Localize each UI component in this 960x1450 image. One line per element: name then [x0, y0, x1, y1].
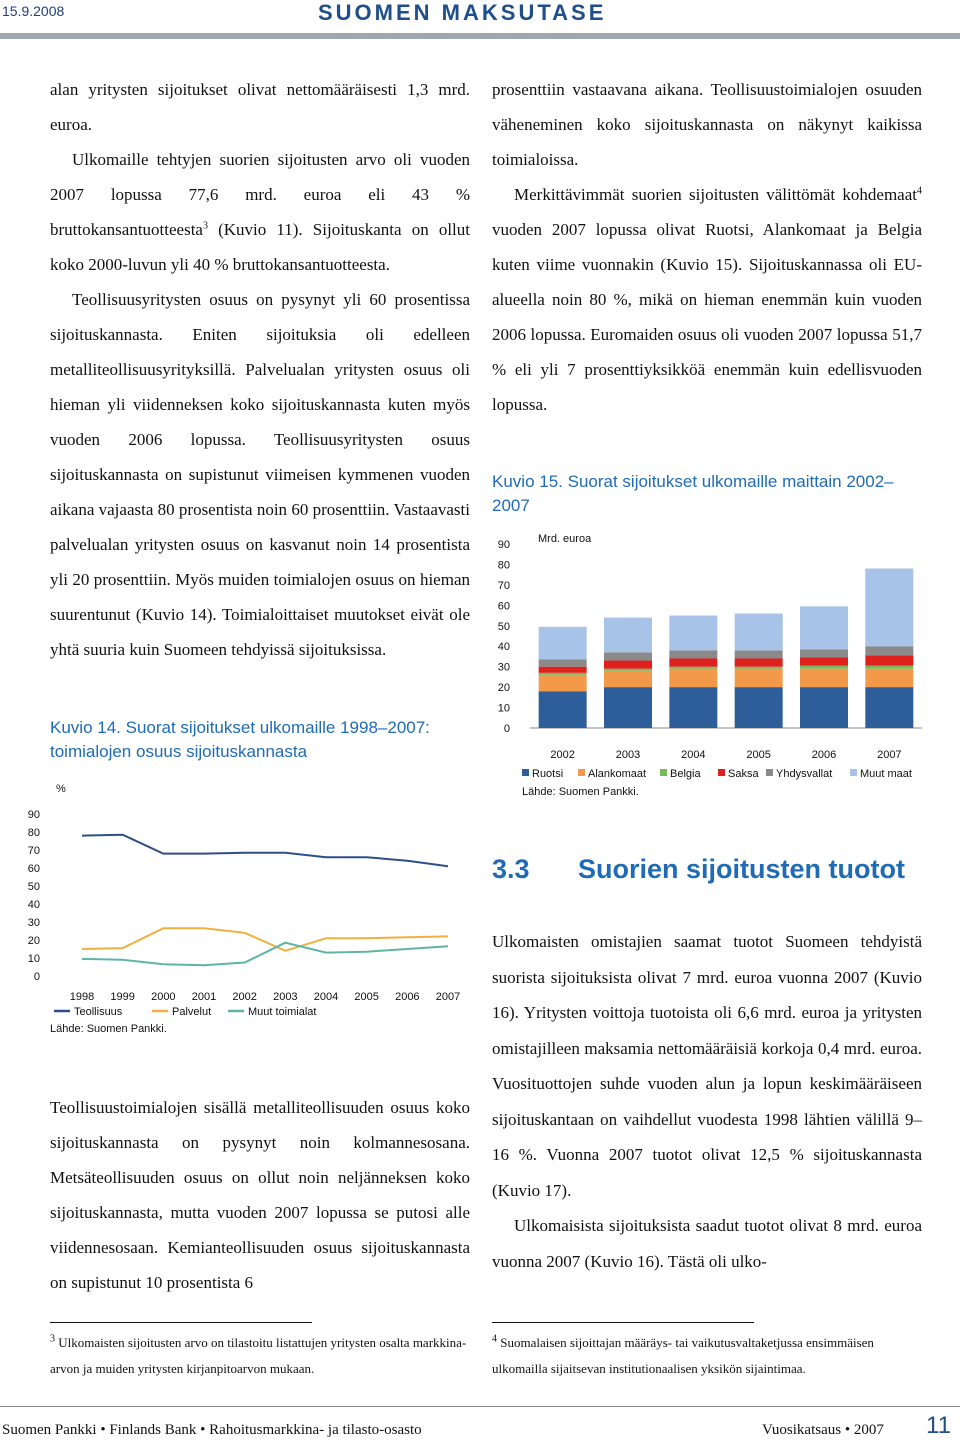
series-line-0	[82, 835, 448, 867]
bar-segment-2	[604, 669, 652, 671]
figure-14-chart	[20, 776, 470, 1076]
legend-swatch	[850, 769, 857, 776]
bar-segment-0	[604, 687, 652, 728]
x-tick-label: 2001	[191, 991, 217, 1003]
left-paragraph-4: Teollisuustoimialojen sisällä metalliteollisuuden osuus koko sijoituskannasta on pysynyt noin kolmannesosana. Metsäteollisuuden osuus on ollut noin neljänneksen koko sijoituskannasta, mutta vuoden 2007 lopussa se putosi alle viidennesosaan. Kemianteollisuuden osuus sijoituskannasta on supistunut 10 prosentista 6	[50, 1098, 470, 1292]
x-tick-label: 2007	[877, 749, 902, 761]
legend-swatch	[578, 769, 585, 776]
header-title: SUOMEN MAKSUTASE	[318, 0, 607, 25]
bar-segment-2	[735, 667, 783, 669]
bar-segment-3	[735, 658, 783, 666]
legend-label: Yhdysvallat	[776, 768, 833, 780]
left-paragraph-3: Teollisuusyritysten osuus on pysynyt yli 60 prosentissa sijoituskannasta. Eniten sijoituksia oli edelleen metalliteollisuusyrityksillä. Palvelualan yritysten osuus oli hieman yli viidenneksen koko sijoituskannasta kuten myös vuoden 2006 lopussa. Teollisuusyritysten osuus sijoituskannasta on supistunut viimeisen kymmenen vuoden aikana vajaasta 80 prosentista noin 60 prosenttiin. Vastaavasti palvelualan yritysten osuus on kasvanut noin 14 prosentista yli 20 prosenttiin. Myös muiden toimialojen osuus on hieman suurentunut (Kuvio 14). Toimialoittaiset muutokset eivät ole yhtä suuria kuin Suomeen tehdyissä sijoituksissa.	[50, 290, 470, 659]
chart-source: Lähde: Suomen Pankki.	[50, 1023, 167, 1035]
footnote-number-4: 4	[492, 1333, 497, 1345]
x-tick-label: 2004	[313, 991, 339, 1003]
figure-14-caption: Kuvio 14. Suorat sijoitukset ulkomaille 1998–2007: toimialojen osuus sijoituskannasta	[50, 718, 430, 761]
bar-segment-3	[865, 655, 913, 665]
bar-segment-1	[800, 669, 848, 687]
bar-segment-0	[865, 687, 913, 728]
left-paragraph-1: alan yritysten sijoitukset olivat nettomääräisesti 1,3 mrd. euroa.	[50, 80, 470, 134]
x-tick-label: 2007	[435, 991, 461, 1003]
bar-segment-4	[669, 650, 717, 658]
x-tick-label: 2005	[746, 749, 771, 761]
bar-segment-1	[865, 669, 913, 687]
bar-segment-5	[735, 614, 783, 651]
footnote-ref-4: 4	[917, 185, 922, 197]
y-tick-label: 90	[27, 809, 40, 821]
bar-segment-1	[735, 669, 783, 687]
y-tick-label: 30	[497, 661, 510, 674]
legend-label: Belgia	[670, 768, 701, 780]
footnote-3	[50, 1330, 480, 1382]
header-date: 15.9.2008	[2, 3, 65, 19]
bar-segment-4	[539, 660, 587, 667]
bar-segment-1	[669, 669, 717, 687]
legend-label: Palvelut	[172, 1006, 212, 1018]
y-tick-label: 80	[497, 559, 510, 572]
bar-segment-4	[800, 649, 848, 657]
legend-swatch	[766, 769, 773, 776]
right-paragraph-2-text-b: vuoden 2007 lopussa olivat Ruotsi, Alankomaat ja Belgia kuten viime vuonnakin (Kuvio 15). Sijoituskannassa oli EU-alueella noin 80 %, mikä on hieman enemmän kuin vuoden 2006 lopussa. Euromaiden osuus oli vuoden 2007 lopussa 51,7 % eli yli 7 prosenttiyksikköä enemmän kuin edellisvuoden lopussa.	[492, 220, 922, 414]
x-tick-label: 1999	[110, 991, 135, 1003]
legend-label: Saksa	[728, 768, 759, 780]
legend-swatch	[522, 769, 529, 776]
bar-segment-0	[800, 687, 848, 728]
section-number: 3.3	[492, 854, 530, 884]
left-paragraph-2-text-b: (Kuvio 11). Sijoituskanta on ollut koko 2000-luvun yli 40 % bruttokansantuotteesta.	[50, 220, 470, 274]
y-tick-label: 20	[497, 682, 510, 695]
y-tick-label: 60	[497, 600, 510, 613]
bar-segment-5	[800, 606, 848, 649]
bar-segment-3	[604, 661, 652, 669]
footnote-text-3: Ulkomaisten sijoitusten arvo on tilastoitu listattujen yritysten osalta markkina-arvon ja muiden yritysten kirjanpitoarvon mukaan.	[50, 1335, 467, 1376]
legend-swatch	[660, 769, 667, 776]
bar-segment-5	[604, 618, 652, 653]
x-tick-label: 2002	[232, 991, 257, 1003]
legend-label: Alankomaat	[588, 768, 647, 780]
left-paragraph-4-container	[50, 1090, 470, 1300]
figure-15-chart	[470, 528, 940, 808]
right-paragraph-4: Ulkomaisista sijoituksista saadut tuotot olivat 8 mrd. euroa vuonna 2007 (Kuvio 16). Tästä oli ulko-	[492, 1216, 922, 1271]
x-tick-label: 1998	[69, 991, 95, 1003]
x-tick-label: 2004	[681, 749, 706, 761]
series-line-1	[82, 928, 448, 951]
bar-segment-4	[735, 650, 783, 658]
x-tick-label: 2000	[151, 991, 176, 1003]
bar-segment-5	[865, 569, 913, 647]
footer-publisher: Suomen Pankki • Finlands Bank • Rahoitusmarkkina- ja tilasto-osasto	[2, 1422, 422, 1438]
y-tick-label: 10	[497, 702, 510, 715]
y-axis-unit-label: %	[56, 783, 66, 795]
bar-segment-3	[539, 667, 587, 673]
header-rule	[0, 33, 960, 39]
bar-segment-0	[669, 687, 717, 728]
y-tick-label: 40	[27, 899, 40, 911]
footnote-rule-left	[50, 1322, 312, 1323]
bar-segment-1	[604, 671, 652, 687]
x-tick-label: 2006	[811, 749, 837, 761]
y-tick-label: 40	[497, 641, 510, 654]
y-tick-label: 50	[497, 620, 510, 633]
y-tick-label: 50	[27, 881, 40, 893]
x-tick-label: 2002	[550, 749, 575, 761]
legend-label: Muut toimialat	[248, 1006, 317, 1018]
footer-publication: Vuosikatsaus • 2007	[762, 1422, 884, 1438]
y-tick-label: 10	[27, 953, 40, 965]
x-tick-label: 2003	[615, 749, 641, 761]
section-title: Suorien sijoitusten tuotot	[578, 854, 905, 884]
x-tick-label: 2006	[395, 991, 420, 1003]
left-paragraph-2	[50, 142, 470, 282]
bar-segment-0	[539, 691, 587, 728]
right-column	[492, 72, 922, 422]
y-tick-label: 60	[27, 863, 40, 875]
footnote-rule-right	[492, 1322, 754, 1323]
bar-segment-1	[539, 675, 587, 691]
x-tick-label: 2003	[273, 991, 298, 1003]
footnote-ref-3: 3	[202, 220, 208, 232]
figure-15-caption: Kuvio 15. Suorat sijoitukset ulkomaille maittain 2002–2007	[492, 472, 894, 515]
y-tick-label: 0	[503, 723, 510, 735]
legend-label: Ruotsi	[532, 768, 564, 780]
bar-segment-5	[539, 627, 587, 660]
bar-segment-2	[865, 666, 913, 669]
bar-segment-2	[800, 666, 848, 669]
left-column	[50, 72, 470, 667]
footnote-4	[492, 1330, 932, 1382]
bar-segment-2	[539, 673, 587, 675]
bar-segment-2	[669, 667, 717, 669]
y-tick-label: 20	[27, 935, 40, 947]
bar-segment-4	[865, 646, 913, 655]
footnote-text-4: Suomalaisen sijoittajan määräys- tai vaikutusvaltaketjussa ensimmäisen ulkomailla sijaitsevan institutionaalisen yksikön sijaintimaa.	[492, 1335, 874, 1376]
right-paragraph-1: prosenttiin vastaavana aikana. Teollisuustoimialojen osuuden väheneminen koko sijoituskannasta on näkynyt kaikissa toimialoissa.	[492, 80, 922, 169]
footer-rule	[0, 1406, 960, 1407]
legend-label: Teollisuus	[74, 1006, 123, 1018]
y-tick-label: 0	[33, 971, 40, 983]
y-tick-label: 70	[497, 579, 510, 592]
bar-segment-0	[735, 687, 783, 728]
footnote-number-3: 3	[50, 1333, 55, 1345]
y-tick-label: 70	[27, 845, 40, 857]
left-paragraph-2-text-a: Ulkomaille tehtyjen suorien sijoitusten arvo oli vuoden 2007 lopussa 77,6 mrd. euroa eli 43 % bruttokansantuotteesta	[50, 150, 470, 239]
right-paragraph-3: Ulkomaisten omistajien saamat tuotot Suomeen tehdyistä suorista sijoituksista olivat 7 mrd. euroa vuonna 2007 (Kuvio 16). Yritysten voittoja tuotoista oli 6,6 mrd. euroa ja yritysten omistajilleen maksamia nettomääräisiä korkoja 0,4 mrd. euroa. Vuosituottojen suhde vuoden alun ja lopun keskimääräiseen sijoituskantaan on vaihdellut vuodesta 1998 lähtien välillä 9–16 %. Vuonna 2007 tuotot olivat 12,5 % sijoituskannasta (Kuvio 17).	[492, 932, 922, 1200]
right-paragraph-2-text-a: Merkittävimmät suorien sijoitusten välittömät kohdemaat	[514, 185, 917, 204]
right-lower-text	[492, 924, 922, 1279]
chart-source: Lähde: Suomen Pankki.	[522, 786, 639, 798]
bar-segment-4	[604, 652, 652, 660]
legend-label: Muut maat	[860, 768, 912, 780]
page-number: 11	[926, 1412, 951, 1439]
bar-segment-5	[669, 616, 717, 651]
series-line-2	[82, 943, 448, 966]
y-tick-label: 30	[27, 917, 40, 929]
right-paragraph-2	[492, 177, 922, 422]
y-tick-label: 90	[497, 539, 510, 551]
x-tick-label: 2005	[354, 991, 379, 1003]
y-axis-unit-label: Mrd. euroa	[538, 533, 592, 545]
bar-segment-3	[800, 657, 848, 665]
legend-swatch	[718, 769, 725, 776]
bar-segment-3	[669, 658, 717, 666]
y-tick-label: 80	[27, 827, 40, 839]
